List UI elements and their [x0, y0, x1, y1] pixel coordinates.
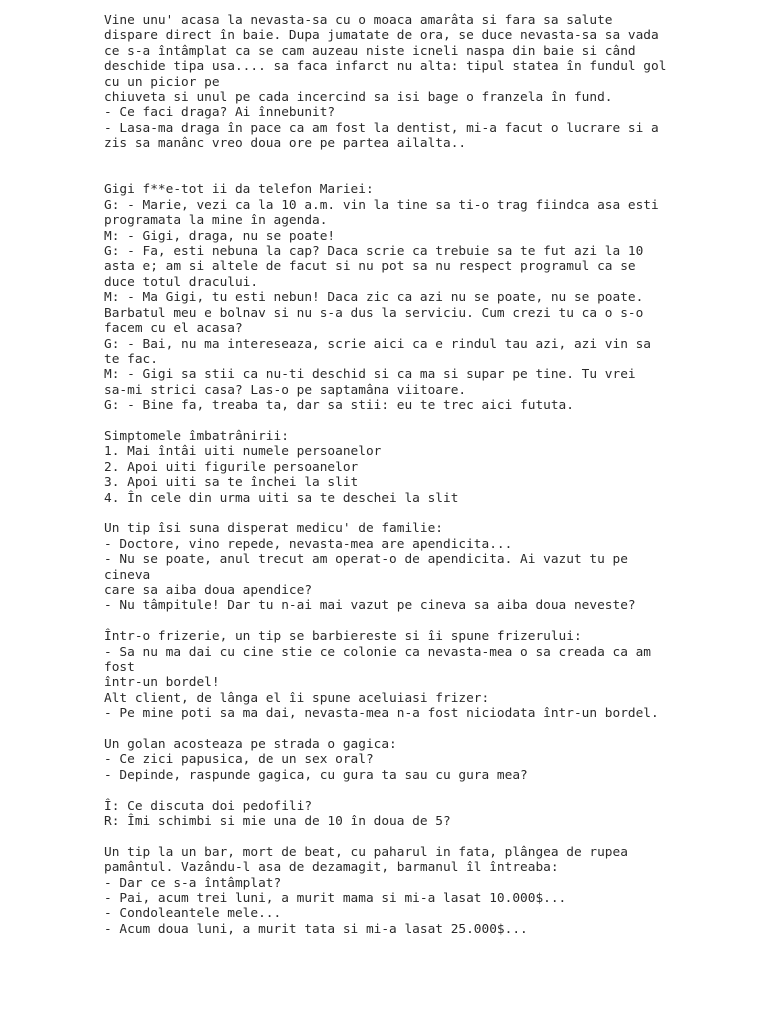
text-line: 1. Mai întâi uiti numele persoanelor [104, 444, 382, 460]
text-line: Vine unu' acasa la nevasta-sa cu o moaca amarâta si fara sa salute [104, 13, 613, 28]
text-line: G: - Bine fa, treaba ta, dar sa stii: eu te trec aici fututa. [104, 398, 574, 414]
text-line: care sa aiba doua apendice? [104, 582, 313, 598]
text-line: Simptomele îmbatrânirii: [104, 428, 289, 444]
joke-gigi-maria [104, 182, 768, 413]
text-line: Un tip la un bar, mort de beat, cu paharul in fata, plângea de rupea [104, 844, 628, 860]
text-line: - Depinde, raspunde gagica, cu gura ta sau cu gura mea? [104, 767, 528, 783]
text-line: - Ce zici papusica, de un sex oral? [104, 752, 374, 768]
text-line: - Pai, acum trei luni, a murit mama si mi-a lasat 10.000$... [104, 891, 567, 907]
spacer [104, 614, 768, 629]
joke-golan [104, 737, 768, 783]
joke-doctor [104, 521, 768, 613]
spacer [104, 506, 768, 521]
text-line: duce totul dracului. [104, 274, 259, 290]
text-line: Gigi f**e-tot ii da telefon Mariei: [104, 182, 374, 198]
text-line: - Acum doua luni, a murit tata si mi-a lasat 25.000$... [104, 921, 528, 937]
text-line: sa-mi strici casa? Las-o pe saptamâna viitoare. [104, 382, 467, 398]
text-line: într-un bordel! [104, 675, 220, 691]
text-line: Alt client, de lânga el îi spune aceluiasi frizer: [104, 690, 490, 706]
text-line: - Dar ce s-a întâmplat? [104, 875, 282, 891]
text-line: G: - Fa, esti nebuna la cap? Daca scrie ca trebuie sa te fut azi la 10 [104, 244, 644, 260]
joke-question-answer [104, 799, 768, 830]
spacer [104, 722, 768, 737]
text-line: ce s-a întâmplat ca se cam auzeau niste icneli naspa din baie si când [104, 43, 636, 59]
text-line: chiuveta si unul pe cada incercind sa isi bage o franzela în fund. [104, 90, 613, 106]
text-line: Un tip îsi suna disperat medicu' de familie: [104, 521, 443, 537]
text-line: pamântul. Vazându-l asa de dezamagit, barmanul îl întreaba: [104, 860, 559, 876]
spacer [104, 414, 768, 429]
text-line: 2. Apoi uiti figurile persoanelor [104, 459, 359, 475]
text-line: - Pe mine poti sa ma dai, nevasta-mea n-a fost niciodata într-un bordel. [104, 706, 659, 722]
text-line: G: - Bai, nu ma intereseaza, scrie aici ca e rindul tau azi, azi vin sa [104, 336, 652, 352]
spacer [104, 829, 768, 844]
text-line: deschide tipa usa.... sa faca infarct nu alta: tipul statea în fundul gol [104, 59, 667, 75]
text-line: Într-o frizerie, un tip se barbiereste si îi spune frizerului: [104, 629, 582, 645]
text-line: - Doctore, vino repede, nevasta-mea are apendicita... [104, 536, 513, 552]
text-line: - Condoleantele mele... [104, 906, 282, 922]
text-line: - Nu se poate, anul trecut am operat-o de apendicita. Ai vazut tu pe [104, 552, 628, 568]
text-line: asta e; am si altele de facut si nu pot sa nu respect programul ca se [104, 259, 636, 275]
text-line: - Lasa-ma draga în pace ca am fost la dentist, mi-a facut o lucrare si a [104, 120, 659, 136]
text-line: G: - Marie, vezi ca la 10 a.m. vin la tine sa ti-o trag fiindca asa esti [104, 197, 659, 213]
joke-barber [104, 629, 768, 721]
text-line: facem cu el acasa? [104, 321, 243, 337]
text-line: Barbatul meu e bolnav si nu s-a dus la serviciu. Cum crezi tu ca o s-o [104, 305, 644, 321]
text-line: dispare direct în baie. Dupa jumatate de ora, se duce nevasta-sa sa vada [104, 28, 659, 44]
joke-dentist [104, 13, 768, 152]
text-line: zis sa manânc vreo doua ore pe partea ailalta.. [104, 136, 467, 152]
text-line: cineva [104, 567, 151, 583]
spacer [104, 152, 768, 183]
text-line: M: - Gigi, draga, nu se poate! [104, 228, 336, 244]
text-line: fost [104, 660, 135, 675]
text-line: Un golan acosteaza pe strada o gagica: [104, 737, 397, 753]
text-line: - Nu tâmpitule! Dar tu n-ai mai vazut pe cineva sa aiba doua neveste? [104, 598, 636, 614]
text-line: 4. În cele din urma uiti sa te deschei la slit [104, 490, 459, 506]
text-line: M: - Ma Gigi, tu esti nebun! Daca zic ca azi nu se poate, nu se poate. [104, 290, 644, 306]
text-line: M: - Gigi sa stii ca nu-ti deschid si ca ma si supar pe tine. Tu vrei [104, 367, 636, 383]
text-line: cu un picior pe [104, 74, 220, 90]
joke-aging-symptoms [104, 429, 768, 506]
text-line: R: Îmi schimbi si mie una de 10 în doua de 5? [104, 814, 451, 830]
text-line: te fac. [104, 351, 158, 367]
text-line: - Sa nu ma dai cu cine stie ce colonie ca nevasta-mea o sa creada ca am [104, 644, 652, 660]
joke-bar [104, 845, 768, 937]
text-line: 3. Apoi uiti sa te închei la slit [104, 475, 359, 491]
spacer [104, 783, 768, 798]
text-line: - Ce faci draga? Ai înnebunit? [104, 105, 336, 121]
text-line: Î: Ce discuta doi pedofili? [104, 798, 313, 814]
text-line: programata la mine în agenda. [104, 213, 328, 229]
